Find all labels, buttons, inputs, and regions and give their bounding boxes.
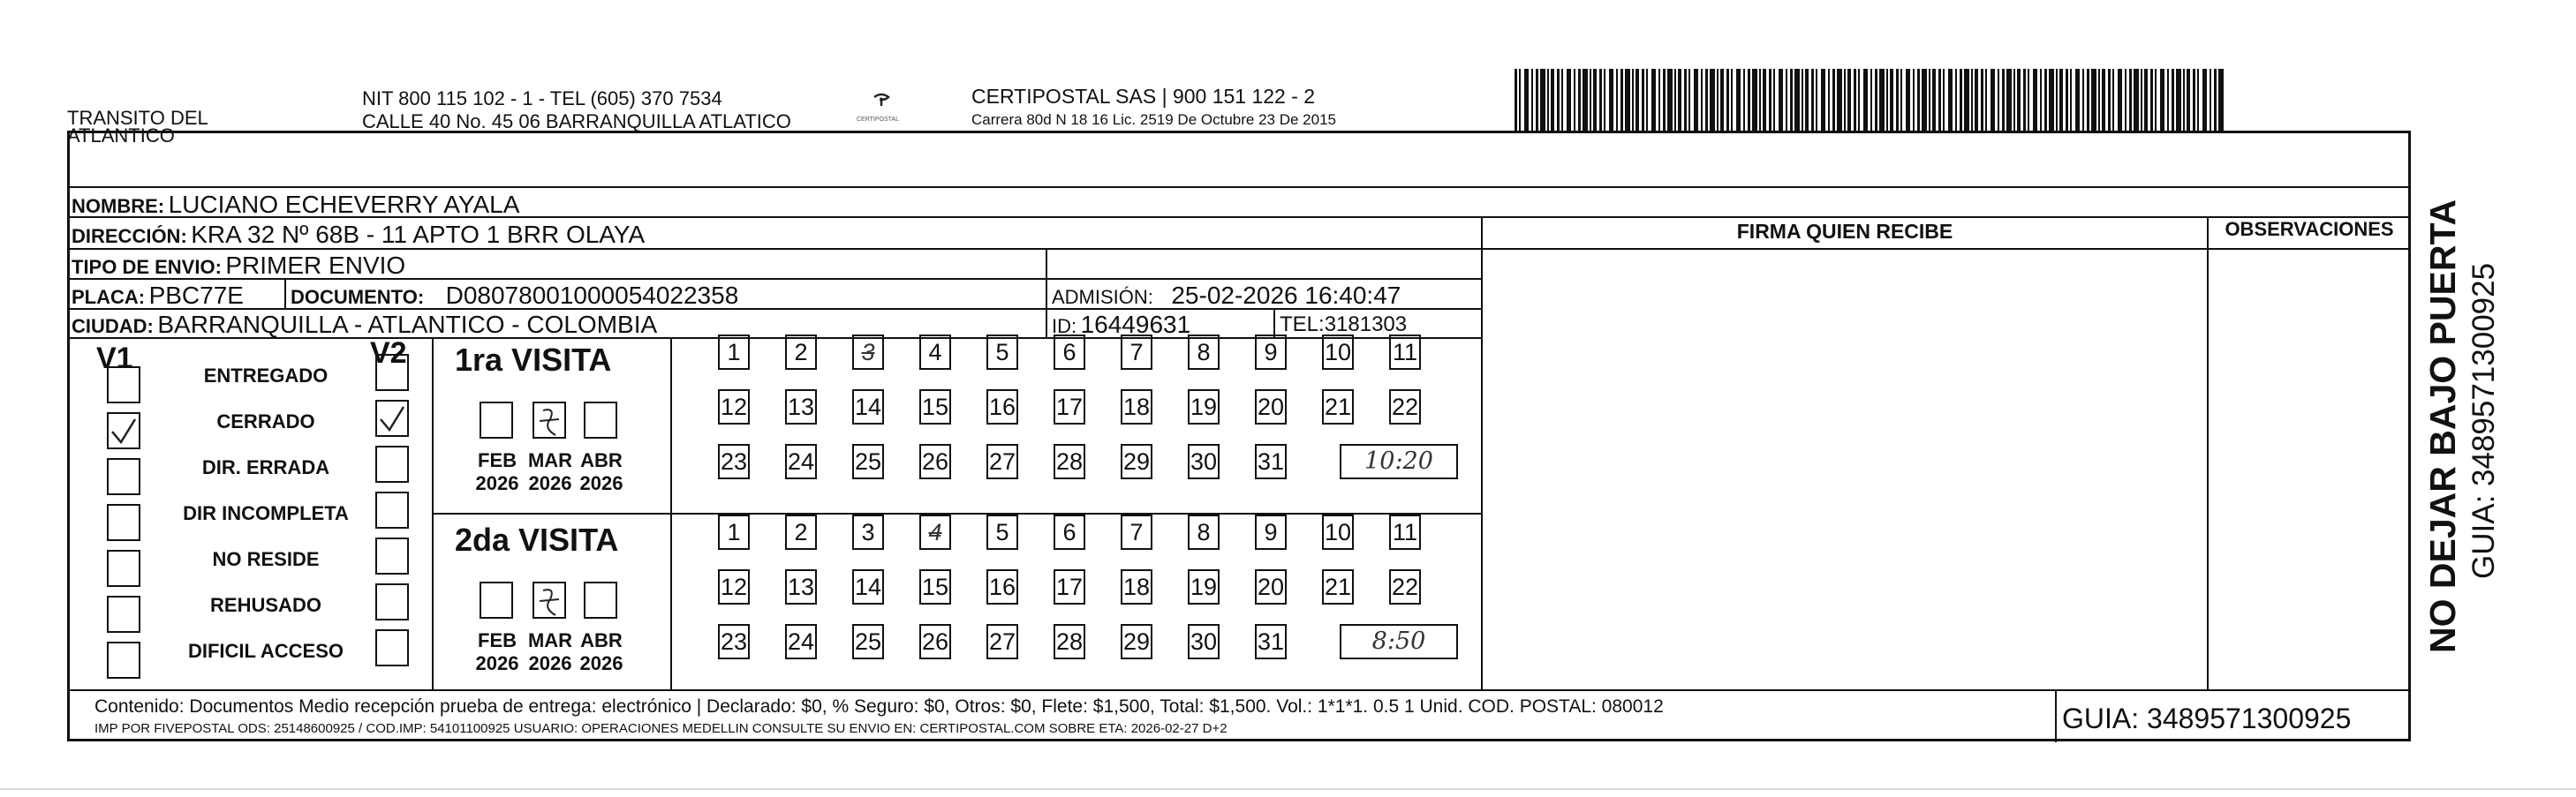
month-label bbox=[522, 629, 578, 675]
barcode-bar bbox=[1632, 69, 1634, 132]
barcode-bar bbox=[1879, 69, 1885, 132]
day-box[interactable]: 9 bbox=[1255, 515, 1287, 550]
barcode-bar bbox=[2112, 69, 2114, 132]
barcode-bar bbox=[1821, 69, 1825, 132]
day-box[interactable]: 9 bbox=[1255, 335, 1287, 370]
barcode-bar bbox=[2129, 69, 2132, 132]
barcode-bar bbox=[1837, 69, 1842, 132]
barcode-bar bbox=[1938, 69, 1941, 132]
day-box[interactable]: 23 bbox=[718, 624, 750, 659]
barcode-bar bbox=[2214, 69, 2217, 132]
v1-checkbox[interactable] bbox=[107, 596, 140, 633]
barcode-bar bbox=[2202, 69, 2207, 132]
barcode bbox=[1513, 69, 2228, 132]
barcode-bar bbox=[2150, 69, 2153, 132]
barcode-bar bbox=[2197, 69, 2199, 132]
barcode-bar bbox=[2013, 69, 2015, 132]
tipo-row bbox=[72, 252, 405, 280]
day-box[interactable]: 28 bbox=[1054, 444, 1085, 479]
day-box[interactable]: 2 bbox=[785, 335, 817, 370]
side-warning: NO DEJAR BAJO PUERTA bbox=[2422, 199, 2463, 653]
v1-checkbox[interactable] bbox=[107, 504, 140, 541]
day-box[interactable]: 18 bbox=[1121, 569, 1152, 605]
barcode-bar bbox=[1991, 69, 1995, 132]
barcode-bar bbox=[1646, 69, 1648, 132]
tipo-value: PRIMER ENVIO bbox=[225, 252, 406, 279]
barcode-bar bbox=[1674, 69, 1676, 132]
day-box[interactable]: 5 bbox=[986, 515, 1018, 550]
company-name: CERTIPOSTAL SAS | 900 151 122 - 2 bbox=[971, 85, 1316, 108]
day-box[interactable]: 5 bbox=[986, 335, 1018, 370]
barcode-bar bbox=[2134, 69, 2139, 132]
barcode-bar bbox=[1948, 69, 1953, 132]
day-box[interactable]: 1 bbox=[718, 515, 750, 550]
barcode-bar bbox=[1896, 69, 1899, 132]
barcode-bar bbox=[2070, 69, 2072, 132]
barcode-bar bbox=[1779, 69, 1783, 132]
barcode-bar bbox=[1667, 69, 1673, 132]
barcode-bar bbox=[1743, 69, 1745, 132]
documento-value: D08078001000054022358 bbox=[445, 282, 739, 309]
day-box[interactable]: 13 bbox=[785, 389, 817, 425]
barcode-bar bbox=[1886, 69, 1888, 132]
month-name: FEB bbox=[478, 449, 517, 471]
month-label bbox=[469, 629, 525, 675]
barcode-bar bbox=[1832, 69, 1835, 132]
day-box[interactable]: 4 bbox=[919, 515, 951, 550]
footer-guia: GUIA: 3489571300925 bbox=[2062, 703, 2352, 734]
barcode-bar bbox=[2193, 69, 2195, 132]
day-box[interactable]: 10 bbox=[1322, 335, 1354, 370]
barcode-bar bbox=[1794, 69, 1800, 132]
barcode-bar bbox=[1913, 69, 1915, 132]
barcode-bar bbox=[2155, 69, 2157, 132]
logo-icon bbox=[846, 88, 917, 129]
direccion-label: DIRECCIÓN: bbox=[72, 225, 187, 247]
day-box[interactable]: 17 bbox=[1054, 569, 1085, 605]
barcode-bar bbox=[1694, 69, 1698, 132]
day-box[interactable]: 12 bbox=[718, 569, 750, 605]
barcode-bar bbox=[2033, 69, 2037, 132]
month-name: MAR bbox=[527, 449, 573, 471]
barcode-bar bbox=[1773, 69, 1775, 132]
placa-label: PLACA: bbox=[72, 286, 146, 308]
day-box[interactable]: 22 bbox=[1389, 389, 1421, 425]
check-mark-icon bbox=[109, 414, 139, 447]
admision-value: 25-02-2026 16:40:47 bbox=[1171, 282, 1401, 309]
day-box[interactable]: 6 bbox=[1054, 335, 1085, 370]
barcode-bar bbox=[1635, 69, 1639, 132]
barcode-bar bbox=[1964, 69, 1969, 132]
documento-label: DOCUMENTO: bbox=[291, 286, 425, 308]
barcode-bar bbox=[1574, 69, 1575, 132]
first-visit-title: 1ra VISITA bbox=[455, 342, 612, 378]
barcode-bar bbox=[1985, 69, 1987, 132]
admision-cell bbox=[1052, 282, 1401, 310]
month-checkbox[interactable] bbox=[480, 582, 513, 619]
day-box[interactable]: 6 bbox=[1054, 515, 1085, 550]
month-name: MAR bbox=[527, 629, 573, 651]
barcode-bar bbox=[1854, 69, 1856, 132]
barcode-bar bbox=[1642, 69, 1644, 132]
ciudad-value: BARRANQUILLA - ATLANTICO - COLOMBIA bbox=[157, 311, 658, 338]
month-label bbox=[522, 449, 578, 495]
day-box[interactable]: 7 bbox=[1121, 335, 1152, 370]
second-visit-title: 2da VISITA bbox=[455, 522, 619, 558]
status-label: DIR. ERRADA bbox=[201, 456, 330, 478]
barcode-bar bbox=[1726, 69, 1729, 132]
barcode-bar bbox=[1547, 69, 1549, 132]
address-line: CALLE 40 No. 45 06 BARRANQUILLA ATLATICO bbox=[362, 110, 791, 132]
day-box[interactable]: 13 bbox=[785, 569, 817, 605]
v2-checkbox[interactable] bbox=[375, 400, 409, 437]
barcode-bar bbox=[1524, 69, 1529, 132]
side-guia: GUIA: 3489571300925 bbox=[2466, 262, 2501, 579]
day-box[interactable]: 24 bbox=[785, 444, 817, 479]
day-box[interactable]: 21 bbox=[1322, 389, 1354, 425]
barcode-bar bbox=[1515, 69, 1517, 132]
barcode-bar bbox=[2176, 69, 2181, 132]
barcode-bar bbox=[2017, 69, 2021, 132]
barcode-bar bbox=[1604, 69, 1605, 132]
day-box[interactable]: 19 bbox=[1188, 569, 1220, 605]
month-checkbox[interactable] bbox=[533, 402, 566, 439]
v1-checkbox[interactable] bbox=[107, 412, 140, 449]
admision-label: ADMISIÓN: bbox=[1052, 286, 1153, 308]
barcode-bar bbox=[1816, 69, 1817, 132]
month-year: 2026 bbox=[528, 652, 572, 674]
bottom-divider bbox=[0, 788, 2576, 790]
barcode-bar bbox=[1531, 69, 1533, 132]
barcode-bar bbox=[1590, 69, 1591, 132]
barcode-bar bbox=[1599, 69, 1602, 132]
day-box[interactable]: 11 bbox=[1389, 515, 1421, 550]
barcode-bar bbox=[2187, 69, 2190, 132]
day-box[interactable]: 30 bbox=[1188, 624, 1220, 659]
barcode-bar bbox=[1844, 69, 1846, 132]
barcode-bar bbox=[1717, 69, 1719, 132]
barcode-bar bbox=[1828, 69, 1830, 132]
tipo-label: TIPO DE ENVIO: bbox=[72, 256, 222, 278]
imp-text: IMP POR FIVEPOSTAL ODS: 25148600925 / COD.IMP: 54101100925 USUARIO: OPERACIONES MEDELLIN CONSULTE SU ENVIO EN: CERTIPOSTAL.COM SOBRE ETA: 2026-02-27 D+2 bbox=[94, 721, 1228, 736]
day-box[interactable]: 16 bbox=[986, 569, 1018, 605]
day-box[interactable]: 3 bbox=[852, 335, 884, 370]
barcode-bar bbox=[1688, 69, 1690, 132]
barcode-bar bbox=[1625, 69, 1630, 132]
v2-checkbox[interactable] bbox=[375, 446, 409, 483]
barcode-bar bbox=[2082, 69, 2084, 132]
documento-cell bbox=[291, 282, 738, 310]
barcode-bar bbox=[1748, 69, 1750, 132]
v2-checkbox[interactable] bbox=[375, 492, 409, 529]
barcode-bar bbox=[1932, 69, 1936, 132]
barcode-bar bbox=[1875, 69, 1877, 132]
day-box[interactable]: 24 bbox=[785, 624, 817, 659]
barcode-bar bbox=[1701, 69, 1703, 132]
day-box[interactable]: 1 bbox=[718, 335, 750, 370]
month-year: 2026 bbox=[528, 472, 572, 494]
firma-header: FIRMA QUIEN RECIBE bbox=[1736, 220, 1953, 243]
month-year: 2026 bbox=[475, 652, 519, 674]
status-label: CERRADO bbox=[216, 410, 315, 432]
day-box[interactable]: 26 bbox=[919, 444, 951, 479]
barcode-bar bbox=[1900, 69, 1902, 132]
barcode-bar bbox=[1583, 69, 1588, 132]
barcode-graphic bbox=[1513, 69, 2228, 132]
day-box[interactable]: 21 bbox=[1322, 569, 1354, 605]
barcode-bar bbox=[2049, 69, 2054, 132]
v2-label: V2 bbox=[370, 336, 407, 370]
barcode-bar bbox=[2059, 69, 2063, 132]
day-box[interactable]: 27 bbox=[986, 624, 1018, 659]
barcode-bar bbox=[1981, 69, 1983, 132]
tel-label: TEL: bbox=[1280, 312, 1325, 336]
status-label: REHUSADO bbox=[210, 594, 321, 616]
day-box[interactable]: 7 bbox=[1121, 515, 1152, 550]
barcode-bar bbox=[2172, 69, 2174, 132]
id-label: ID: bbox=[1052, 315, 1077, 337]
v2-checkbox[interactable] bbox=[375, 629, 409, 666]
barcode-bar bbox=[2028, 69, 2029, 132]
barcode-bar bbox=[1759, 69, 1761, 132]
barcode-bar bbox=[1786, 69, 1787, 132]
v2-checkbox[interactable] bbox=[375, 538, 409, 575]
month-year: 2026 bbox=[579, 472, 623, 494]
tel-value: 3181303 bbox=[1324, 312, 1408, 336]
barcode-bar bbox=[2167, 69, 2169, 132]
month-name: ABR bbox=[580, 629, 623, 651]
day-box[interactable]: 28 bbox=[1054, 624, 1085, 659]
barcode-bar bbox=[1616, 69, 1618, 132]
barcode-bar bbox=[1620, 69, 1623, 132]
contenido-text: Contenido: Documentos Medio recepción prueba de entrega: electrónico | Declarado: $0, % Seguro: $0, Otros: $0, Flete: $1,500, Total: $1,500. Vol.: 1*1*1. 0.5 1 Unid. COD. POSTAL: 080012 bbox=[94, 696, 1664, 717]
barcode-bar bbox=[1890, 69, 1893, 132]
month-name: FEB bbox=[478, 629, 517, 651]
day-box[interactable]: 23 bbox=[718, 444, 750, 479]
day-box[interactable]: 22 bbox=[1389, 569, 1421, 605]
day-box[interactable]: 12 bbox=[718, 389, 750, 425]
barcode-bar bbox=[1567, 69, 1571, 132]
barcode-bar bbox=[2056, 69, 2058, 132]
barcode-bar bbox=[2087, 69, 2089, 132]
barcode-bar bbox=[1943, 69, 1945, 132]
barcode-bar bbox=[1519, 69, 1521, 132]
day-box[interactable]: 31 bbox=[1255, 624, 1287, 659]
barcode-bar bbox=[2144, 69, 2148, 132]
day-box[interactable]: 8 bbox=[1188, 335, 1220, 370]
day-box[interactable]: 11 bbox=[1389, 335, 1421, 370]
barcode-bar bbox=[2118, 69, 2122, 132]
handwritten-mark-icon bbox=[534, 583, 564, 617]
month-checkbox[interactable] bbox=[584, 582, 617, 619]
barcode-bar bbox=[1790, 69, 1793, 132]
month-checkbox[interactable] bbox=[533, 582, 566, 619]
barcode-bar bbox=[1802, 69, 1803, 132]
barcode-bar bbox=[1960, 69, 1962, 132]
company-address: Carrera 80d N 18 16 Lic. 2519 De Octubre 23 De 2015 bbox=[971, 111, 1336, 128]
delivery-form bbox=[67, 131, 2411, 741]
barcode-bar bbox=[2125, 69, 2127, 132]
v2-checkbox[interactable] bbox=[375, 354, 409, 391]
barcode-bar bbox=[1720, 69, 1724, 132]
day-box[interactable]: 15 bbox=[919, 389, 951, 425]
barcode-bar bbox=[1752, 69, 1757, 132]
time-note-box[interactable]: 10:20 bbox=[1340, 444, 1458, 479]
check-mark-icon bbox=[377, 402, 407, 435]
barcode-bar bbox=[2141, 69, 2142, 132]
barcode-bar bbox=[1536, 69, 1538, 132]
barcode-bar bbox=[1971, 69, 1973, 132]
barcode-bar bbox=[2040, 69, 2042, 132]
barcode-bar bbox=[1929, 69, 1930, 132]
barcode-bar bbox=[2098, 69, 2100, 132]
org-line-1: TRANSITO DEL bbox=[67, 107, 208, 129]
direccion-value: KRA 32 Nº 68B - 11 APTO 1 BRR OLAYA bbox=[191, 221, 646, 248]
barcode-bar bbox=[1955, 69, 1957, 132]
barcode-bar bbox=[1998, 69, 1999, 132]
barcode-bar bbox=[1847, 69, 1851, 132]
observaciones-header: OBSERVACIONES bbox=[2225, 218, 2394, 240]
barcode-bar bbox=[2183, 69, 2185, 132]
v2-checkbox[interactable] bbox=[375, 583, 409, 620]
day-box[interactable]: 19 bbox=[1188, 389, 1220, 425]
barcode-bar bbox=[2210, 69, 2211, 132]
day-box[interactable]: 25 bbox=[852, 624, 884, 659]
barcode-bar bbox=[1593, 69, 1597, 132]
id-value: 16449631 bbox=[1080, 311, 1191, 338]
barcode-bar bbox=[1658, 69, 1660, 132]
nombre-row bbox=[72, 191, 519, 219]
month-name: ABR bbox=[580, 449, 623, 471]
day-box[interactable]: 15 bbox=[919, 569, 951, 605]
day-box[interactable]: 2 bbox=[785, 515, 817, 550]
barcode-bar bbox=[1805, 69, 1809, 132]
org-line-2: ATLANTICO bbox=[67, 124, 175, 147]
month-year: 2026 bbox=[579, 652, 623, 674]
status-label: NO RESIDE bbox=[212, 548, 320, 570]
barcode-bar bbox=[1906, 69, 1910, 132]
day-box[interactable]: 14 bbox=[852, 389, 884, 425]
nombre-value: LUCIANO ECHEVERRY AYALA bbox=[168, 191, 520, 218]
barcode-bar bbox=[2108, 69, 2111, 132]
barcode-bar bbox=[1858, 69, 1860, 132]
certipostal-logo: CERTIPOSTAL bbox=[846, 88, 917, 129]
day-box[interactable]: 20 bbox=[1255, 569, 1287, 605]
day-box[interactable]: 8 bbox=[1188, 515, 1220, 550]
nit-line: NIT 800 115 102 - 1 - TEL (605) 370 7534 bbox=[362, 87, 722, 109]
barcode-bar bbox=[1769, 69, 1771, 132]
handwritten-mark-icon bbox=[534, 403, 564, 437]
day-box[interactable]: 30 bbox=[1188, 444, 1220, 479]
tel-cell bbox=[1280, 312, 1407, 337]
barcode-bar bbox=[1705, 69, 1708, 132]
day-box[interactable]: 31 bbox=[1255, 444, 1287, 479]
placa-cell bbox=[72, 282, 244, 310]
day-box[interactable]: 4 bbox=[919, 335, 951, 370]
barcode-bar bbox=[1763, 69, 1766, 132]
barcode-bar bbox=[1540, 69, 1545, 132]
month-label bbox=[573, 629, 630, 675]
barcode-bar bbox=[2066, 69, 2068, 132]
month-label bbox=[469, 449, 525, 495]
barcode-bar bbox=[2002, 69, 2005, 132]
barcode-bar bbox=[1922, 69, 1927, 132]
barcode-bar bbox=[1651, 69, 1656, 132]
barcode-bar bbox=[1975, 69, 1978, 132]
placa-value: PBC77E bbox=[148, 282, 244, 309]
barcode-bar bbox=[1731, 69, 1733, 132]
v1-checkbox[interactable] bbox=[107, 458, 140, 495]
v1-label: V1 bbox=[96, 342, 133, 375]
status-label: ENTREGADO bbox=[203, 365, 329, 387]
barcode-bar bbox=[1684, 69, 1687, 132]
day-box[interactable]: 10 bbox=[1322, 515, 1354, 550]
day-box[interactable]: 27 bbox=[986, 444, 1018, 479]
day-box[interactable]: 29 bbox=[1121, 444, 1152, 479]
barcode-bar bbox=[1551, 69, 1554, 132]
time-note-box[interactable]: 8:50 bbox=[1340, 624, 1458, 659]
month-label bbox=[573, 449, 630, 495]
v1-checkbox[interactable] bbox=[107, 550, 140, 587]
status-label: DIFICIL ACCESO bbox=[187, 640, 344, 662]
nombre-label: NOMBRE: bbox=[72, 195, 165, 217]
barcode-bar bbox=[2006, 69, 2012, 132]
day-box[interactable]: 16 bbox=[986, 389, 1018, 425]
day-box[interactable]: 25 bbox=[852, 444, 884, 479]
month-checkbox[interactable] bbox=[480, 402, 513, 439]
direccion-row bbox=[72, 221, 645, 249]
barcode-bar bbox=[1811, 69, 1814, 132]
barcode-bar bbox=[1710, 69, 1715, 132]
day-box[interactable]: 18 bbox=[1121, 389, 1152, 425]
day-box[interactable]: 20 bbox=[1255, 389, 1287, 425]
barcode-bar bbox=[1863, 69, 1868, 132]
v1-checkbox[interactable] bbox=[107, 642, 140, 679]
barcode-bar bbox=[1663, 69, 1666, 132]
barcode-bar bbox=[2044, 69, 2047, 132]
barcode-bar bbox=[1557, 69, 1560, 132]
barcode-bar bbox=[2102, 69, 2105, 132]
barcode-bar bbox=[1609, 69, 1613, 132]
day-box[interactable]: 17 bbox=[1054, 389, 1085, 425]
barcode-bar bbox=[1561, 69, 1563, 132]
barcode-bar bbox=[1870, 69, 1872, 132]
day-box[interactable]: 26 bbox=[919, 624, 951, 659]
v1-checkbox[interactable] bbox=[107, 366, 140, 403]
barcode-bar bbox=[2091, 69, 2096, 132]
barcode-bar bbox=[2075, 69, 2080, 132]
day-box[interactable]: 29 bbox=[1121, 624, 1152, 659]
barcode-bar bbox=[2218, 69, 2224, 132]
barcode-bar bbox=[1917, 69, 1920, 132]
barcode-bar bbox=[2160, 69, 2164, 132]
ciudad-label: CIUDAD: bbox=[72, 315, 154, 337]
month-checkbox[interactable] bbox=[584, 402, 617, 439]
barcode-bar bbox=[2023, 69, 2026, 132]
barcode-bar bbox=[1578, 69, 1581, 132]
barcode-bar bbox=[1678, 69, 1681, 132]
status-label: DIR INCOMPLETA bbox=[183, 502, 349, 524]
month-year: 2026 bbox=[475, 472, 519, 494]
ciudad-cell bbox=[72, 311, 657, 339]
day-box[interactable]: 14 bbox=[852, 569, 884, 605]
day-box[interactable]: 3 bbox=[852, 515, 884, 550]
barcode-bar bbox=[1736, 69, 1741, 132]
